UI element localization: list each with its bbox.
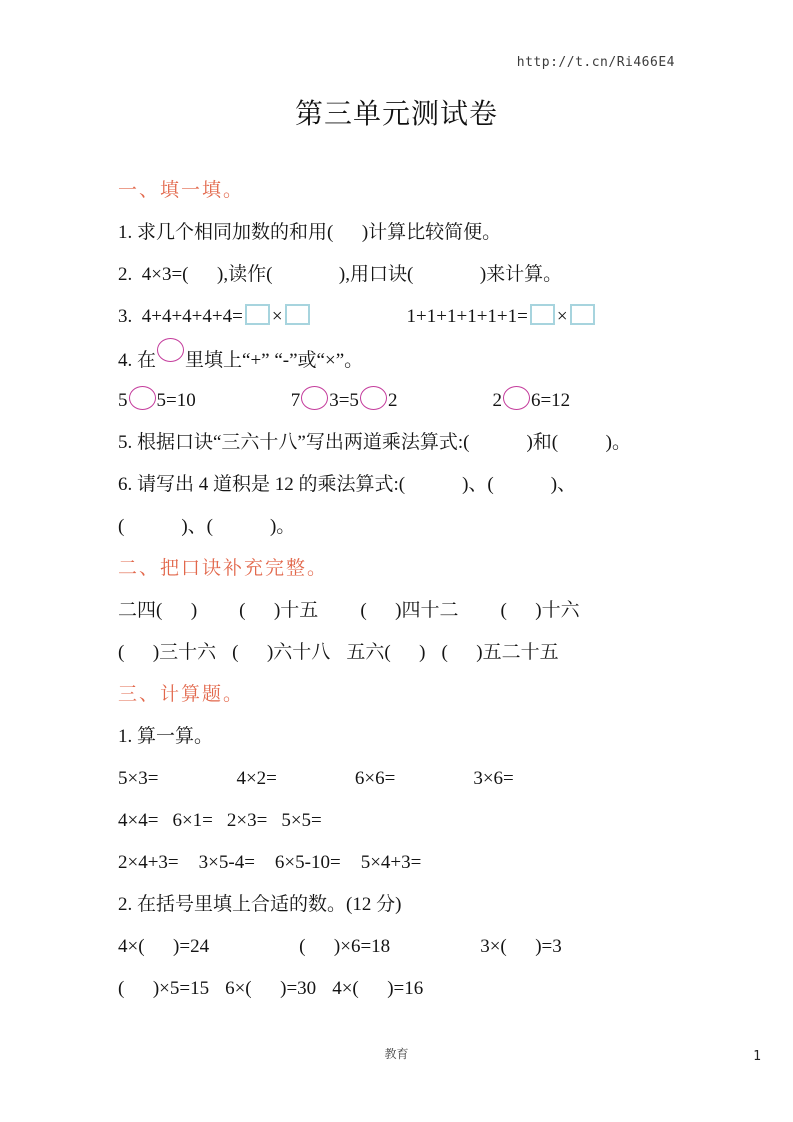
operand: 6=12 <box>530 390 571 411</box>
mnemonic-item: ( )五二十五 <box>441 642 559 663</box>
calc-row-2 <box>118 800 753 842</box>
calc-item: 6×6= <box>354 768 396 789</box>
answer-box <box>530 304 555 325</box>
times-sign: × <box>556 306 568 327</box>
question-6-line1: 6. 请写出 4 道积是 12 的乘法算式:( )、( )、 <box>118 474 577 495</box>
calc-item: 4×4= <box>118 810 159 831</box>
question-3-sum-left: 4+4+4+4+4= <box>141 306 243 327</box>
mnemonic-item: 五六( ) <box>346 642 426 663</box>
question-6-line2: ( )、( )。 <box>118 516 296 537</box>
question-4 <box>118 338 753 380</box>
section3-q2-label: 2. 在括号里填上合适的数。(12 分) <box>118 894 402 915</box>
mnemonic-item: 二四( ) <box>118 600 198 621</box>
calc-item: 5×3= <box>118 768 159 789</box>
question-1: 1. 求几个相同加数的和用( )计算比较简便。 <box>118 222 502 243</box>
answer-circle <box>157 338 184 362</box>
mnemonic-row-2 <box>118 632 753 674</box>
footer-watermark: 教育 <box>384 1047 409 1061</box>
page-number: 1 <box>753 1049 761 1064</box>
fill-row-2 <box>118 968 753 1010</box>
fill-item: 3×( )=3 <box>480 936 562 957</box>
mnemonic-item: ( )六十八 <box>232 642 331 663</box>
mnemonic-row-1 <box>118 590 753 632</box>
operand: 2 <box>492 390 502 411</box>
times-sign: × <box>271 306 283 327</box>
calc-item: 6×5-10= <box>274 852 341 873</box>
mnemonic-item: ( )四十二 <box>360 600 459 621</box>
calc-row-1 <box>118 758 753 800</box>
answer-box <box>570 304 595 325</box>
paper-content <box>118 170 753 1010</box>
operand: 3=5 <box>329 390 359 411</box>
question-5: 5. 根据口诀“三六十八”写出两道乘法算式:( )和( )。 <box>118 432 631 453</box>
equation-3 <box>492 390 570 411</box>
mnemonic-item: ( )十五 <box>239 600 319 621</box>
operand: 5=10 <box>156 390 196 411</box>
question-4-equations <box>118 380 753 422</box>
fill-item: 4×( )=16 <box>332 978 424 999</box>
fill-item: 6×( )=30 <box>225 978 317 999</box>
question-4-prefix: 4. 在 <box>118 350 157 371</box>
calc-item: 2×4+3= <box>118 852 179 873</box>
operand: 2 <box>387 390 398 411</box>
question-4-suffix: 里填上“+” “-”或“×”。 <box>185 350 364 371</box>
calc-item: 5×5= <box>281 810 322 831</box>
question-3-number: 3. <box>118 306 142 327</box>
question-2: 2. 4×3=( ),读作( ),用口诀( )来计算。 <box>118 264 563 285</box>
operand: 5 <box>118 390 128 411</box>
section1-heading: 一、填一填。 <box>118 180 245 201</box>
fill-item: 4×( )=24 <box>118 936 210 957</box>
calc-item: 5×4+3= <box>360 852 422 873</box>
section2-heading: 二、把口诀补充完整。 <box>118 558 329 579</box>
answer-box <box>245 304 270 325</box>
calc-row-3 <box>118 842 753 884</box>
equation-1 <box>118 390 196 411</box>
answer-circle <box>129 386 156 410</box>
calc-item: 3×5-4= <box>198 852 255 873</box>
answer-box <box>285 304 310 325</box>
calc-item: 3×6= <box>473 768 514 789</box>
fill-item: ( )×6=18 <box>299 936 391 957</box>
fill-item: ( )×5=15 <box>118 978 210 999</box>
section3-q1-label: 1. 算一算。 <box>118 726 214 747</box>
calc-item: 6×1= <box>172 810 213 831</box>
answer-circle <box>301 386 328 410</box>
equation-2 <box>291 390 398 411</box>
fill-row-1 <box>118 926 753 968</box>
calc-item: 2×3= <box>226 810 268 831</box>
mnemonic-item: ( )三十六 <box>118 642 217 663</box>
answer-circle <box>360 386 387 410</box>
operand: 7 <box>290 390 301 411</box>
source-url: http://t.cn/Ri466E4 <box>516 55 675 70</box>
page-title: 第三单元测试卷 <box>294 99 498 130</box>
section3-heading: 三、计算题。 <box>118 684 245 705</box>
answer-circle <box>503 386 530 410</box>
question-3 <box>118 296 753 338</box>
mnemonic-item: ( )十六 <box>500 600 580 621</box>
calc-item: 4×2= <box>236 768 277 789</box>
question-3-sum-right: 1+1+1+1+1+1= <box>406 306 528 327</box>
